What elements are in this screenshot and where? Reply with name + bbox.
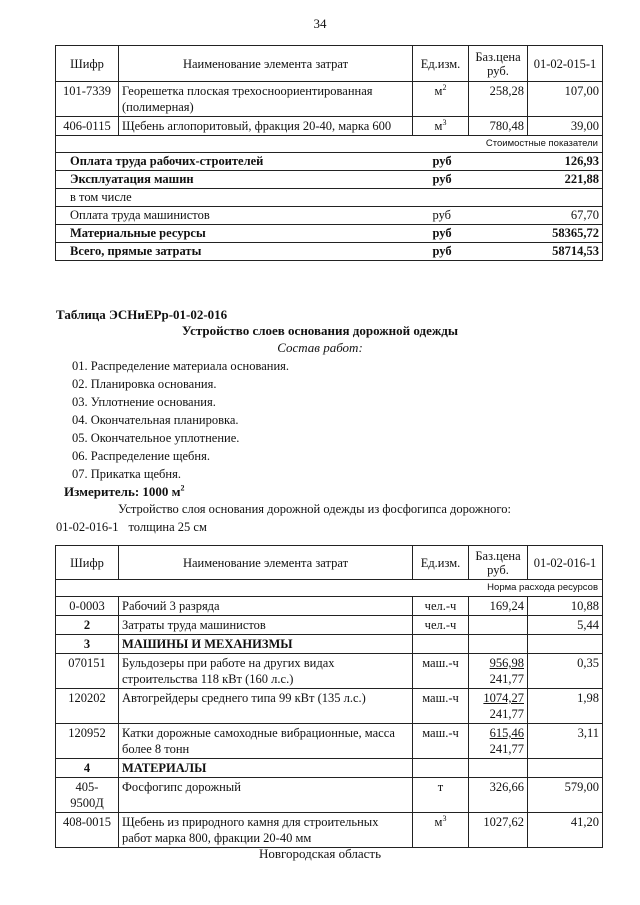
row-code: 408-0015 bbox=[56, 813, 119, 848]
table-header-row bbox=[56, 46, 603, 82]
row-norm: 5,44 bbox=[528, 616, 603, 635]
row-name: Рабочий 3 разряда bbox=[119, 597, 413, 616]
summary-row bbox=[56, 225, 603, 243]
table-row bbox=[56, 724, 603, 759]
row-name: Щебень аглопоритовый, фракция 20-40, марка 600 bbox=[119, 117, 413, 136]
table-subheader-row bbox=[56, 136, 603, 153]
work-item: 06. Распределение щебня. bbox=[72, 449, 210, 463]
summary-unit bbox=[413, 189, 528, 207]
row-name: Затраты труда машинистов bbox=[119, 616, 413, 635]
table-row bbox=[56, 616, 603, 635]
header-code: Шифр bbox=[56, 46, 119, 82]
row-code: 070151 bbox=[56, 654, 119, 689]
header-norm-code: 01-02-016-1 bbox=[528, 546, 603, 580]
header-unit: Ед.изм. bbox=[413, 46, 469, 82]
variant-line bbox=[56, 520, 217, 535]
summary-row bbox=[56, 189, 603, 207]
table-row bbox=[56, 117, 603, 136]
row-price: 1027,62 bbox=[469, 813, 528, 848]
works-list bbox=[72, 357, 289, 483]
summary-unit: руб bbox=[413, 243, 528, 261]
row-price: 169,24 bbox=[469, 597, 528, 616]
row-unit: маш.-ч bbox=[413, 654, 469, 689]
summary-label: Материальные ресурсы bbox=[56, 225, 413, 243]
row-name: Автогрейдеры среднего типа 99 кВт (135 л.с.) bbox=[119, 689, 413, 724]
row-code: 120952 bbox=[56, 724, 119, 759]
summary-row bbox=[56, 153, 603, 171]
table-title: Таблица ЭСНиЕРр-01-02-016 bbox=[56, 307, 228, 322]
work-item: 03. Уплотнение основания. bbox=[72, 395, 216, 409]
row-price: 326,66 bbox=[469, 778, 528, 813]
footer-region: Новгородская область bbox=[258, 846, 382, 861]
row-price bbox=[469, 635, 528, 654]
work-item: 05. Окончательное уплотнение. bbox=[72, 431, 240, 445]
row-norm: 3,11 bbox=[528, 724, 603, 759]
work-description: Устройство слоя основания дорожной одежды из фосфогипса дорожного: bbox=[118, 502, 511, 516]
work-item: 04. Окончательная планировка. bbox=[72, 413, 239, 427]
row-price bbox=[469, 616, 528, 635]
page-number: 34 bbox=[313, 16, 327, 31]
resource-table-015 bbox=[55, 45, 603, 261]
summary-value: 126,93 bbox=[528, 153, 603, 171]
row-unit: т bbox=[413, 778, 469, 813]
row-code: 406-0115 bbox=[56, 117, 119, 136]
row-unit: маш.-ч bbox=[413, 724, 469, 759]
resource-norm-label: Норма расхода ресурсов bbox=[56, 580, 603, 597]
summary-row bbox=[56, 207, 603, 225]
row-norm bbox=[528, 759, 603, 778]
row-code: 2 bbox=[56, 616, 119, 635]
table-header-row bbox=[56, 546, 603, 580]
summary-row bbox=[56, 243, 603, 261]
table-row bbox=[56, 654, 603, 689]
summary-label: Всего, прямые затраты bbox=[56, 243, 413, 261]
row-norm: 1,98 bbox=[528, 689, 603, 724]
row-code: 4 bbox=[56, 759, 119, 778]
row-price: 615,46 241,77 bbox=[469, 724, 528, 759]
table-row bbox=[56, 778, 603, 813]
summary-label: Оплата труда рабочих-строителей bbox=[56, 153, 413, 171]
table-row bbox=[56, 635, 603, 654]
summary-value: 67,70 bbox=[528, 207, 603, 225]
row-code: 101-7339 bbox=[56, 82, 119, 117]
work-item: 01. Распределение материала основания. bbox=[72, 359, 290, 373]
row-norm: 107,00 bbox=[528, 82, 603, 117]
table-row bbox=[56, 689, 603, 724]
row-code: 120202 bbox=[56, 689, 119, 724]
row-unit bbox=[413, 759, 469, 778]
row-name: МАШИНЫ И МЕХАНИЗМЫ bbox=[119, 635, 413, 654]
header-norm-code: 01-02-015-1 bbox=[528, 46, 603, 82]
row-norm: 10,88 bbox=[528, 597, 603, 616]
row-price: 258,28 bbox=[469, 82, 528, 117]
table-subheader-row bbox=[56, 580, 603, 597]
row-unit: чел.-ч bbox=[413, 616, 469, 635]
work-item: 07. Прикатка щебня. bbox=[72, 467, 181, 481]
row-norm bbox=[528, 635, 603, 654]
row-norm: 579,00 bbox=[528, 778, 603, 813]
summary-label: в том числе bbox=[56, 189, 413, 207]
composition-title: Состав работ: bbox=[277, 340, 363, 355]
summary-value bbox=[528, 189, 603, 207]
variant-code: 01-02-016-1 bbox=[56, 520, 119, 534]
row-norm: 39,00 bbox=[528, 117, 603, 136]
header-price: Баз.цена руб. bbox=[469, 546, 528, 580]
row-name: МАТЕРИАЛЫ bbox=[119, 759, 413, 778]
measure-unit: Измеритель: 1000 $м^2$ bbox=[64, 483, 185, 499]
cost-indicators-label: Стоимостные показатели bbox=[56, 136, 603, 153]
summary-unit: руб bbox=[413, 153, 528, 171]
row-name: Бульдозеры при работе на других видах строительства 118 кВт (160 л.с.) bbox=[119, 654, 413, 689]
row-norm: 0,35 bbox=[528, 654, 603, 689]
row-unit bbox=[413, 635, 469, 654]
summary-unit: руб bbox=[413, 225, 528, 243]
row-unit: маш.-ч bbox=[413, 689, 469, 724]
work-item: 02. Планировка основания. bbox=[72, 377, 217, 391]
summary-value: 58365,72 bbox=[528, 225, 603, 243]
table-row bbox=[56, 759, 603, 778]
header-unit: Ед.изм. bbox=[413, 546, 469, 580]
table-row bbox=[56, 813, 603, 848]
row-price: 956,98 241,77 bbox=[469, 654, 528, 689]
header-name: Наименование элемента затрат bbox=[119, 46, 413, 82]
row-unit: $м^2$ bbox=[413, 82, 469, 117]
summary-row bbox=[56, 171, 603, 189]
row-name: Катки дорожные самоходные вибрационные, масса более 8 тонн bbox=[119, 724, 413, 759]
variant-text: толщина 25 см bbox=[128, 520, 207, 534]
row-unit: $м^3$ bbox=[413, 813, 469, 848]
header-price: Баз.цена руб. bbox=[469, 46, 528, 82]
summary-value: 221,88 bbox=[528, 171, 603, 189]
table-row bbox=[56, 597, 603, 616]
summary-label: Оплата труда машинистов bbox=[56, 207, 413, 225]
row-name: Фосфогипс дорожный bbox=[119, 778, 413, 813]
row-code: 0-0003 bbox=[56, 597, 119, 616]
summary-unit: руб bbox=[413, 171, 528, 189]
row-name: Щебень из природного камня для строительных работ марка 800, фракции 20-40 мм bbox=[119, 813, 413, 848]
header-code: Шифр bbox=[56, 546, 119, 580]
row-unit: чел.-ч bbox=[413, 597, 469, 616]
summary-value: 58714,53 bbox=[528, 243, 603, 261]
row-unit: $м^3$ bbox=[413, 117, 469, 136]
row-norm: 41,20 bbox=[528, 813, 603, 848]
row-price: 780,48 bbox=[469, 117, 528, 136]
row-code: 405-9500Д bbox=[56, 778, 119, 813]
resource-table-016 bbox=[55, 545, 603, 848]
summary-label: Эксплуатация машин bbox=[56, 171, 413, 189]
table-row bbox=[56, 82, 603, 117]
row-code: 3 bbox=[56, 635, 119, 654]
row-price bbox=[469, 759, 528, 778]
row-price: 1074,27 241,77 bbox=[469, 689, 528, 724]
summary-unit: руб bbox=[413, 207, 528, 225]
section-title: Устройство слоев основания дорожной одежды bbox=[181, 323, 459, 338]
header-name: Наименование элемента затрат bbox=[119, 546, 413, 580]
row-name: Георешетка плоская трехосноориентированная (полимерная) bbox=[119, 82, 413, 117]
